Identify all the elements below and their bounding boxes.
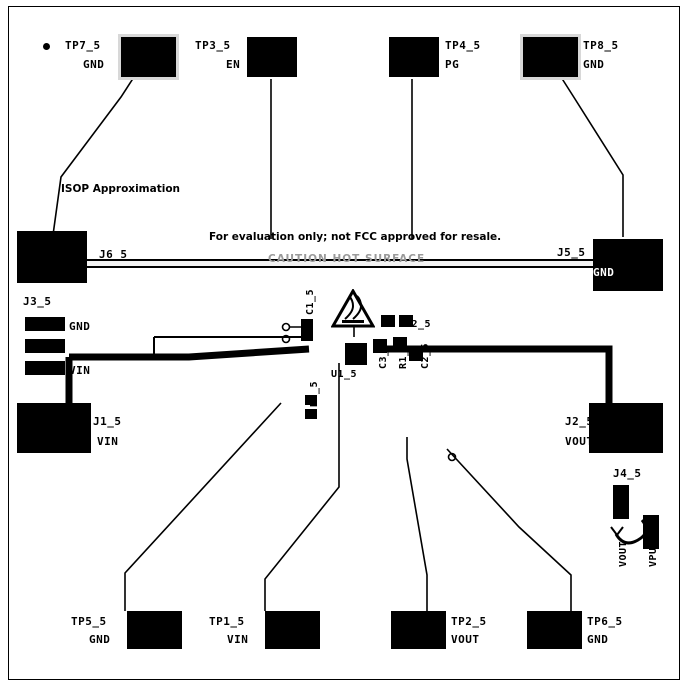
test-point-label-tp7-name: TP7_5 <box>65 39 101 52</box>
test-pad-tp2[interactable] <box>391 611 446 649</box>
connector-label-j1: J1_5 <box>93 415 122 428</box>
test-pad-tp5[interactable] <box>127 611 182 649</box>
component-pad-u1[interactable] <box>345 343 367 365</box>
test-pad-tp8[interactable] <box>523 37 578 77</box>
connector-net-j6: GND <box>99 266 121 279</box>
connector-pad-j6[interactable] <box>17 231 87 283</box>
hot-surface-icon <box>331 289 375 329</box>
connector-pad-j1[interactable] <box>17 403 91 453</box>
test-point-label-tp8-name: TP8_5 <box>583 39 619 52</box>
connector-label-j2: J2_5 <box>565 415 594 428</box>
connector-net-j5: GND <box>593 266 615 279</box>
polarity-dot <box>43 43 50 50</box>
j4-pin-pad-vout[interactable] <box>613 485 629 519</box>
test-point-label-tp7-net: GND <box>83 58 105 71</box>
connector-label-j5: J5_5 <box>557 246 586 259</box>
component-pad-c1[interactable] <box>301 319 313 341</box>
test-point-label-tp2-net: VOUT <box>451 633 480 646</box>
connector-pad-j5[interactable] <box>593 239 663 291</box>
component-label-r1: R1_5 <box>398 342 409 369</box>
note-caution-hot-surface: CAUTION HOT SURFACE <box>268 253 426 265</box>
test-point-label-tp4-name: TP4_5 <box>445 39 481 52</box>
j3-pin-pad-vin[interactable] <box>25 361 65 375</box>
test-point-label-tp3-name: TP3_5 <box>195 39 231 52</box>
board-outline <box>8 6 680 680</box>
test-point-label-tp8-net: GND <box>583 58 605 71</box>
connector-label-j3: J3_5 <box>23 295 52 308</box>
test-point-label-tp6-net: GND <box>587 633 609 646</box>
note-evaluation: For evaluation only; not FCC approved for resale. <box>209 231 502 243</box>
note-isop: ISOP Approximation <box>61 183 181 195</box>
test-point-label-tp5-name: TP5_5 <box>71 615 107 628</box>
trace-layer <box>9 7 679 679</box>
component-label-u1: U1_5 <box>331 369 358 380</box>
j4-pin-label-vpu: VPU <box>648 547 659 567</box>
test-pad-tp1[interactable] <box>265 611 320 649</box>
connector-pad-j2[interactable] <box>589 403 663 453</box>
j3-pin-label-vin: VIN <box>69 364 91 377</box>
component-label-r3: R3_5 <box>309 380 320 407</box>
j3-pin-label-gnd: GND <box>69 320 91 333</box>
j4-pin-label-vout: VOUT <box>618 540 629 567</box>
test-point-label-tp5-net: GND <box>89 633 111 646</box>
component-label-c3: C3_5 <box>378 342 389 369</box>
test-pad-tp4[interactable] <box>389 37 439 77</box>
test-point-label-tp1-net: VIN <box>227 633 249 646</box>
test-point-label-tp6-name: TP6_5 <box>587 615 623 628</box>
component-label-c1: C1_5 <box>305 288 316 315</box>
test-point-label-tp2-name: TP2_5 <box>451 615 487 628</box>
j3-pin-pad-gnd[interactable] <box>25 317 65 331</box>
connector-label-j6: J6_5 <box>99 248 128 261</box>
test-pad-tp3[interactable] <box>247 37 297 77</box>
connector-net-j2: VOUT <box>565 435 594 448</box>
j3-pin-label-en: EN <box>25 342 40 355</box>
test-point-label-tp4-net: PG <box>445 58 460 71</box>
test-pad-tp6[interactable] <box>527 611 582 649</box>
connector-net-j1: VIN <box>97 435 119 448</box>
j4-pin-pad-vpu[interactable] <box>643 515 659 549</box>
component-pad-r2a[interactable] <box>381 315 395 327</box>
test-point-label-tp3-net: EN <box>226 58 241 71</box>
component-label-r2: R2_5 <box>405 319 432 330</box>
component-label-c2: C2_5 <box>420 342 431 369</box>
test-point-label-tp1-name: TP1_5 <box>209 615 245 628</box>
component-pad-r3b[interactable] <box>305 409 317 419</box>
connector-label-j4: J4_5 <box>613 467 642 480</box>
test-pad-tp7[interactable] <box>121 37 176 77</box>
